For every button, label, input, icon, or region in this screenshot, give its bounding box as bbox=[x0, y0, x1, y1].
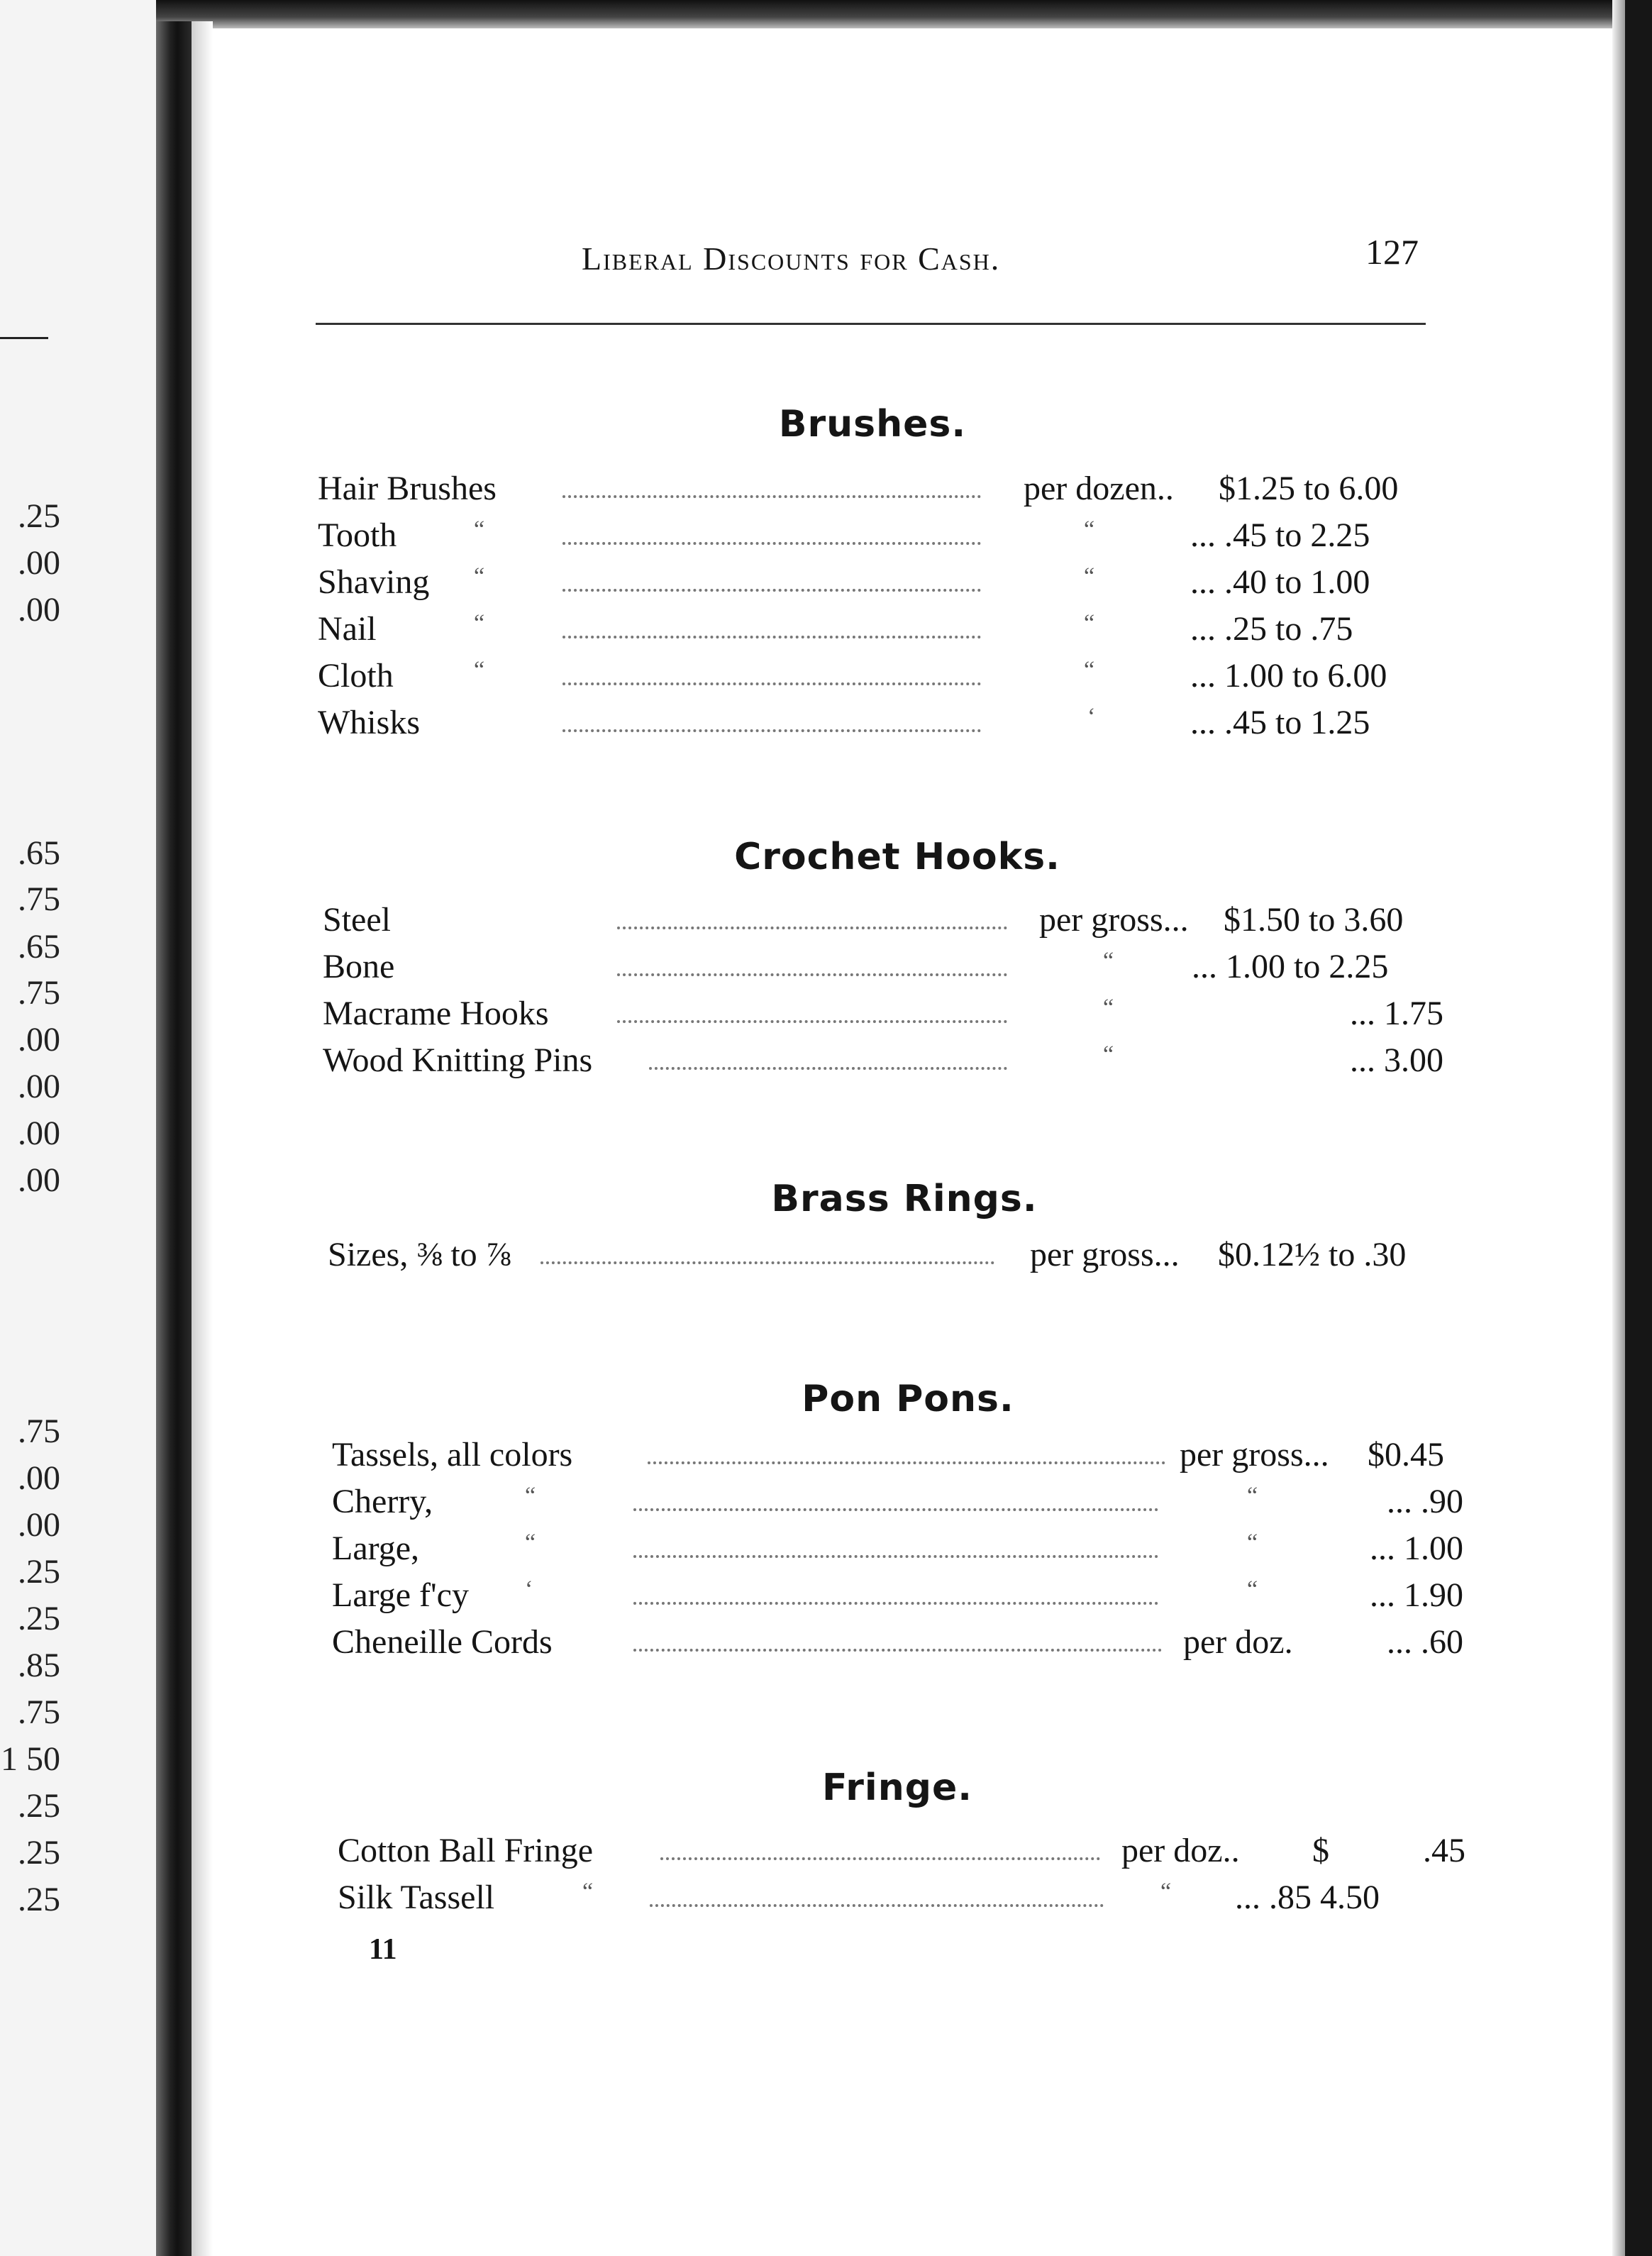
item-label: Cheneille Cords bbox=[332, 1623, 553, 1661]
item-label: Bone bbox=[323, 948, 395, 985]
price-range: $0.12½ to .30 bbox=[1218, 1236, 1407, 1273]
price-value: $0.45 bbox=[1368, 1436, 1444, 1473]
price-range: ... 1.00 to 6.00 bbox=[1190, 657, 1387, 695]
item-label: Whisks bbox=[318, 704, 420, 741]
left-facing-page bbox=[0, 0, 174, 2256]
left-page-number: .25 bbox=[18, 497, 60, 535]
price-row bbox=[332, 1575, 1467, 1619]
left-page-number: .00 bbox=[18, 1115, 60, 1152]
item-label: Cotton Ball Fringe bbox=[338, 1832, 593, 1869]
price-value: $ .45 bbox=[1312, 1832, 1465, 1869]
dot-leader bbox=[617, 927, 1007, 929]
left-page-number: .00 bbox=[18, 1506, 60, 1544]
item-label: Cloth bbox=[318, 657, 394, 695]
left-page-number: .25 bbox=[18, 1600, 60, 1637]
ditto-mark: “ bbox=[1103, 995, 1114, 1021]
section-title-crochet-hooks: Crochet Hooks. bbox=[734, 836, 1060, 878]
ditto-mark: “ bbox=[474, 516, 485, 543]
price-row bbox=[318, 515, 1453, 559]
dot-leader bbox=[617, 973, 1007, 976]
item-label: Hair Brushes bbox=[318, 470, 497, 507]
unit-label: per gross... bbox=[1030, 1236, 1180, 1273]
price-range: ... .45 to 2.25 bbox=[1190, 516, 1370, 554]
price-range: $1.25 to 6.00 bbox=[1219, 470, 1399, 507]
item-label: Tassels, all colors bbox=[332, 1436, 573, 1473]
unit-label: per gross... bbox=[1039, 901, 1189, 939]
price-row bbox=[318, 562, 1453, 606]
left-page-number: .00 bbox=[18, 1068, 60, 1105]
header-rule bbox=[316, 323, 1426, 325]
dot-leader bbox=[617, 1020, 1007, 1023]
section-title-pon-pons: Pon Pons. bbox=[802, 1378, 1014, 1420]
ditto-mark: “ bbox=[1084, 657, 1095, 683]
price-row bbox=[323, 1040, 1458, 1084]
price-row bbox=[318, 609, 1453, 653]
ditto-mark: “ bbox=[474, 657, 485, 683]
signature-mark: 11 bbox=[369, 1933, 397, 1966]
ditto-mark: “ bbox=[525, 1483, 536, 1509]
left-page-number: .75 bbox=[18, 1693, 60, 1731]
ditto-mark: “ bbox=[525, 1530, 536, 1556]
dot-leader bbox=[660, 1857, 1100, 1860]
dot-leader bbox=[633, 1649, 1162, 1652]
ditto-mark: “ bbox=[1103, 948, 1114, 974]
dot-leader bbox=[562, 589, 981, 592]
left-page-number: .25 bbox=[18, 1787, 60, 1825]
dot-leader bbox=[540, 1261, 994, 1264]
price-row bbox=[318, 702, 1453, 746]
price-row bbox=[318, 656, 1453, 700]
price-range: ... .25 to .75 bbox=[1190, 610, 1353, 648]
item-label: Silk Tassell bbox=[338, 1879, 495, 1916]
book-gutter bbox=[156, 21, 192, 2256]
ditto-mark: “ bbox=[1247, 1483, 1258, 1509]
ditto-mark: “ bbox=[474, 610, 485, 636]
ditto-mark: “ bbox=[474, 563, 485, 590]
ditto-mark: “ bbox=[1084, 516, 1095, 543]
unit-label: per dozen.. bbox=[1024, 470, 1174, 507]
left-page-number: .75 bbox=[18, 1412, 60, 1450]
left-page-number: .85 bbox=[18, 1647, 60, 1684]
ditto-mark: ‘ bbox=[1087, 704, 1096, 730]
running-head: Liberal Discounts for Cash. bbox=[582, 240, 1001, 277]
dot-leader bbox=[648, 1461, 1165, 1464]
item-label: Steel bbox=[323, 901, 391, 939]
item-label: Sizes, ⅜ to ⅞ bbox=[328, 1236, 511, 1273]
dot-leader bbox=[562, 682, 981, 685]
price-row bbox=[323, 993, 1458, 1037]
ditto-mark: “ bbox=[1103, 1041, 1114, 1068]
price-range: ... .40 to 1.00 bbox=[1190, 563, 1370, 601]
ditto-mark: “ bbox=[582, 1879, 594, 1905]
item-label: Cherry, bbox=[332, 1483, 433, 1520]
left-page-number: .25 bbox=[18, 1881, 60, 1918]
price-range: ... .45 to 1.25 bbox=[1190, 704, 1370, 741]
price-row bbox=[332, 1622, 1467, 1666]
price-row bbox=[332, 1434, 1467, 1478]
dot-leader bbox=[562, 636, 981, 638]
price-value: ... 1.90 bbox=[1370, 1576, 1463, 1614]
dot-leader bbox=[633, 1555, 1158, 1558]
item-label: Tooth bbox=[318, 516, 397, 554]
section-title-brass-rings: Brass Rings. bbox=[771, 1178, 1038, 1220]
item-label: Macrame Hooks bbox=[323, 995, 549, 1032]
dot-leader bbox=[562, 495, 981, 498]
ditto-mark: ‘ bbox=[525, 1576, 533, 1603]
price-row bbox=[318, 468, 1453, 512]
ditto-mark: “ bbox=[1160, 1879, 1172, 1905]
price-row bbox=[338, 1877, 1473, 1921]
dot-leader bbox=[649, 1067, 1007, 1070]
left-page-number: .00 bbox=[18, 1021, 60, 1058]
ditto-mark: “ bbox=[1084, 563, 1095, 590]
dot-leader bbox=[650, 1904, 1104, 1907]
left-page-number: .75 bbox=[18, 974, 60, 1012]
ditto-mark: “ bbox=[1247, 1576, 1258, 1603]
item-label: Large f'cy bbox=[332, 1576, 469, 1614]
section-title-brushes: Brushes. bbox=[778, 403, 967, 446]
unit-label: per doz. bbox=[1183, 1623, 1293, 1661]
dot-leader bbox=[633, 1602, 1158, 1605]
section-title-fringe: Fringe. bbox=[822, 1766, 972, 1809]
price-row bbox=[332, 1528, 1467, 1572]
left-page-rule bbox=[0, 337, 48, 339]
unit-label: per gross... bbox=[1180, 1436, 1329, 1473]
scan-border bbox=[1625, 0, 1652, 2256]
price-row bbox=[323, 900, 1458, 944]
dot-leader bbox=[633, 1508, 1158, 1511]
left-page-number: 1 50 bbox=[1, 1740, 60, 1778]
gutter-shading bbox=[192, 21, 213, 2256]
item-label: Nail bbox=[318, 610, 377, 648]
price-value: ... 1.00 bbox=[1370, 1530, 1463, 1567]
left-page-number: .00 bbox=[18, 544, 60, 582]
price-range: ... 3.00 bbox=[1350, 1041, 1443, 1079]
left-page-number: .00 bbox=[18, 591, 60, 629]
left-page-number: .65 bbox=[18, 928, 60, 966]
price-row bbox=[332, 1481, 1467, 1525]
price-row bbox=[328, 1234, 1463, 1278]
unit-label: per doz.. bbox=[1121, 1832, 1240, 1869]
page-number: 127 bbox=[1365, 232, 1419, 272]
top-shadow bbox=[156, 0, 1652, 28]
price-value: ... .90 bbox=[1387, 1483, 1463, 1520]
page-edge-shading bbox=[1612, 0, 1625, 2256]
item-label: Shaving bbox=[318, 563, 430, 601]
left-page-number: .00 bbox=[18, 1161, 60, 1199]
price-row bbox=[338, 1830, 1473, 1874]
dot-leader bbox=[562, 729, 981, 732]
left-page-number: .00 bbox=[18, 1459, 60, 1497]
left-page-number: .75 bbox=[18, 880, 60, 918]
left-page-number: .65 bbox=[18, 834, 60, 872]
price-value: ... .85 4.50 bbox=[1235, 1879, 1380, 1916]
ditto-mark: “ bbox=[1247, 1530, 1258, 1556]
item-label: Wood Knitting Pins bbox=[323, 1041, 593, 1079]
item-label: Large, bbox=[332, 1530, 420, 1567]
left-page-number: .25 bbox=[18, 1834, 60, 1871]
price-range: ... 1.00 to 2.25 bbox=[1192, 948, 1389, 985]
dot-leader bbox=[562, 542, 981, 545]
left-page-number: .25 bbox=[18, 1553, 60, 1591]
price-value: ... .60 bbox=[1387, 1623, 1463, 1661]
ditto-mark: “ bbox=[1084, 610, 1095, 636]
price-range: ... 1.75 bbox=[1350, 995, 1443, 1032]
price-row bbox=[323, 946, 1458, 990]
price-range: $1.50 to 3.60 bbox=[1224, 901, 1404, 939]
